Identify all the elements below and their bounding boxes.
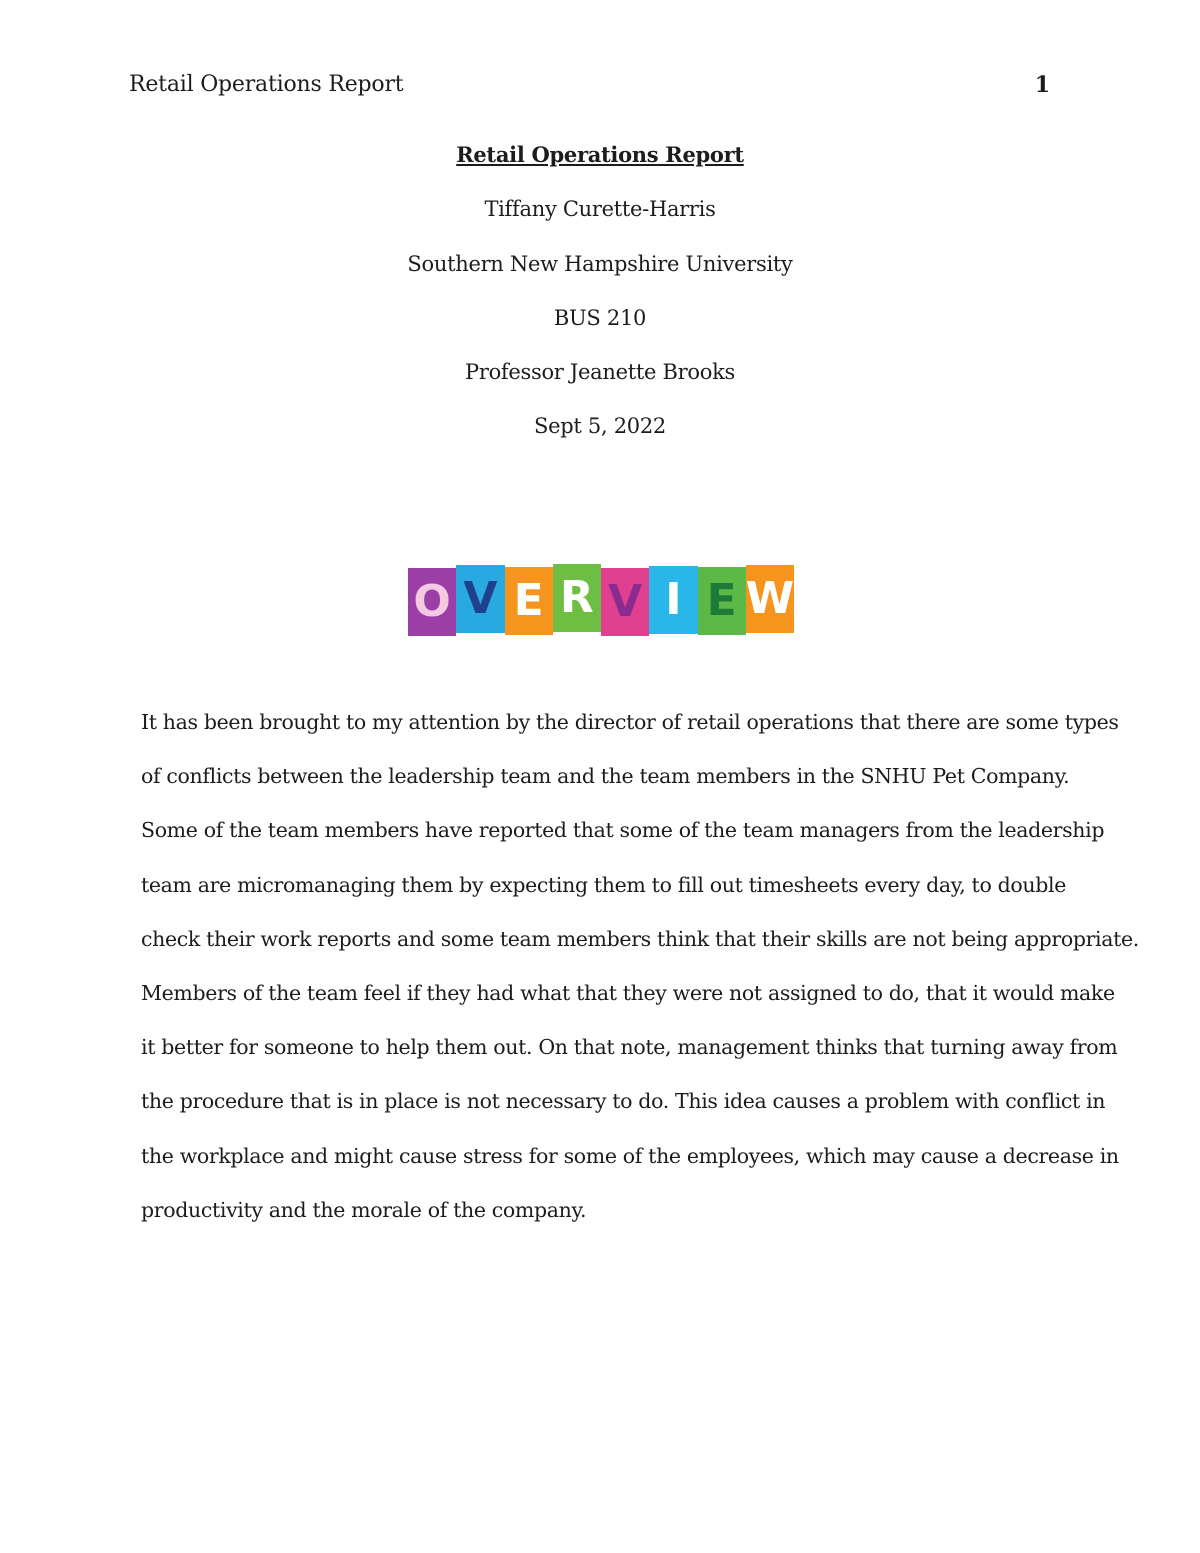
professor-name: Professor Jeanette Brooks: [465, 360, 735, 385]
overview-letter: O: [413, 576, 451, 627]
overview-letter: V: [608, 576, 643, 627]
overview-tile: [456, 565, 504, 633]
title-page-block: [0, 140, 1200, 466]
overview-letter: W: [745, 573, 795, 624]
paragraph-line: productivity and the morale of the company.: [141, 1197, 587, 1222]
paragraph-line: Some of the team members have reported that some of the team managers from the leadership: [141, 818, 1105, 843]
paragraph-line: team are micromanaging them by expecting them to fill out timesheets every day, to double: [141, 872, 1066, 897]
paragraph-line: check their work reports and some team members think that their skills are not being appropriate.: [141, 926, 1139, 951]
overview-tile: [601, 568, 649, 636]
paragraph-line: the workplace and might cause stress for some of the employees, which may cause a decrease in: [141, 1143, 1119, 1168]
institution-name: Southern New Hampshire University: [407, 251, 793, 276]
paragraph-line: of conflicts between the leadership team and the team members in the SNHU Pet Company.: [141, 764, 1070, 789]
overview-tile: [553, 564, 601, 632]
overview-tile: [649, 566, 697, 634]
paragraph-line: it better for someone to help them out. On that note, management thinks that turning away from: [141, 1035, 1118, 1060]
overview-letter: E: [706, 575, 737, 626]
paragraph-line: It has been brought to my attention by the director of retail operations that there are some types: [141, 710, 1119, 734]
overview-tile: [408, 568, 456, 636]
paragraph-line: the procedure that is in place is not necessary to do. This idea causes a problem with conflict in: [141, 1089, 1106, 1114]
paragraph-line: Members of the team feel if they had what that they were not assigned to do, that it would make: [141, 980, 1115, 1005]
overview-tile: [505, 567, 553, 635]
overview-tile: [698, 567, 746, 635]
overview-letter: E: [513, 575, 544, 626]
overview-paragraph: [141, 705, 1139, 1247]
page-number: 1: [1034, 72, 1050, 98]
author-name: Tiffany Curette-Harris: [484, 197, 716, 222]
overview-logo: [408, 566, 794, 636]
overview-letter: V: [463, 573, 498, 624]
overview-tile: [746, 565, 794, 633]
overview-letter: R: [559, 572, 594, 623]
overview-letter: I: [665, 574, 682, 625]
document-title: Retail Operations Report: [456, 142, 744, 167]
document-date: Sept 5, 2022: [534, 414, 666, 439]
running-head: Retail Operations Report: [129, 72, 404, 97]
course-code: BUS 210: [553, 305, 647, 330]
